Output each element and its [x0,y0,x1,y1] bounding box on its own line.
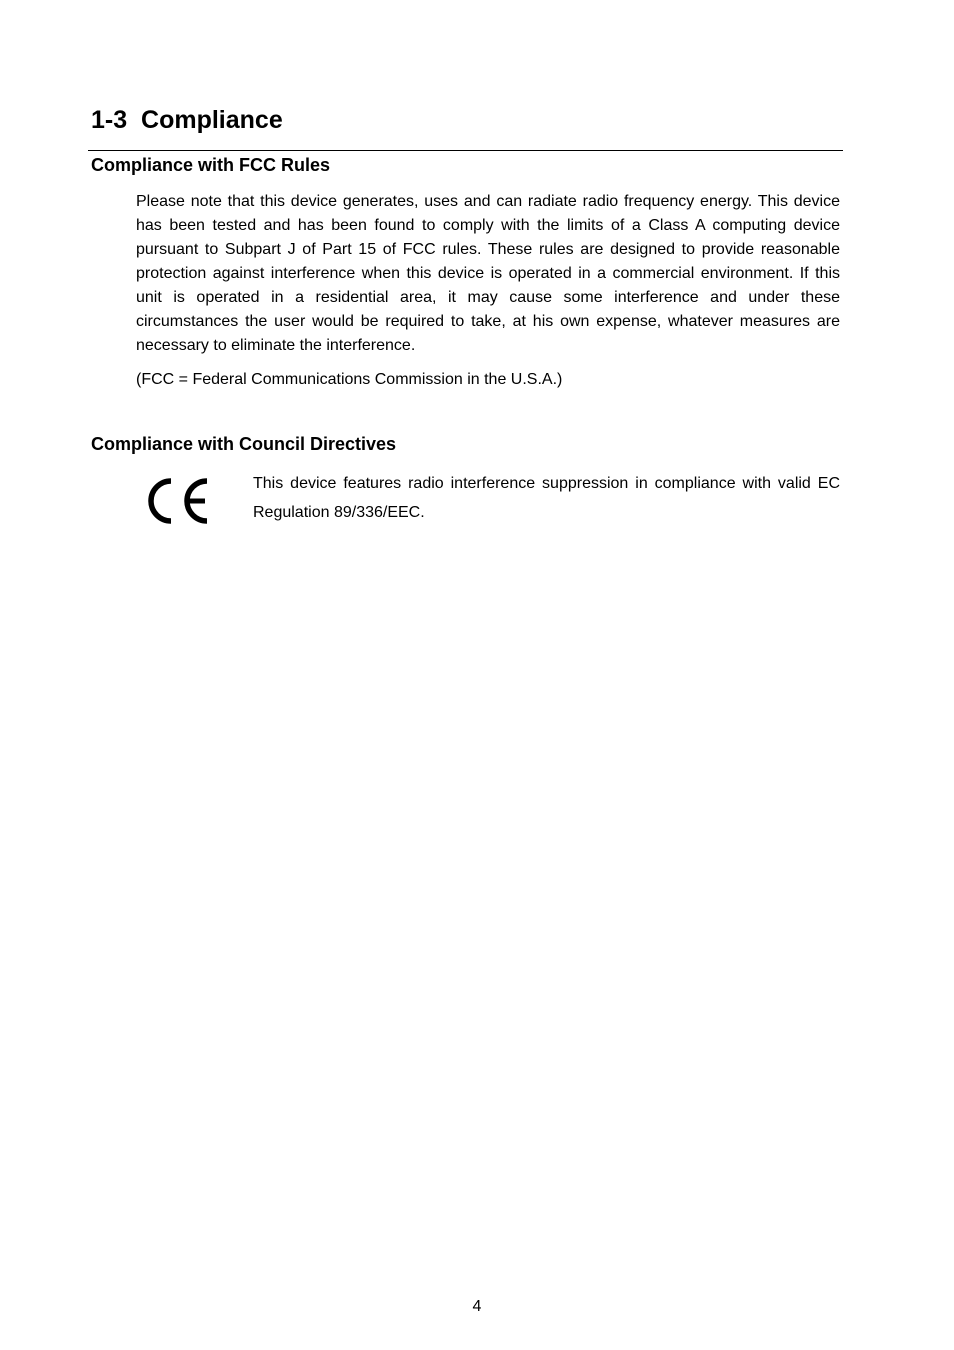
page-number: 4 [472,1298,482,1315]
title-divider [88,150,843,151]
page-title: 1-3 Compliance [91,106,283,134]
council-section-heading: Compliance with Council Directives [91,434,397,454]
fcc-section-heading: Compliance with FCC Rules [91,155,331,175]
fcc-paragraph: Please note that this device generates, uses and can radiate radio frequency energy. This device has been tested and has been found to comply with the limits of a Class A computing device pursuant to Subpart J of Part 15 of FCC rules. These rules are designed to provide reasonable protection against interference when this device is operated in a commercial environment. If this unit is operated in a residential area, it may cause some interference and under these circumstances the user would be required to take, at his own expense, whatever measures are necessary to eliminate the interference. [136,193,840,354]
fcc-note: (FCC = Federal Communications Commission in the U.S.A.) [136,371,563,388]
ce-mark-icon [144,477,210,525]
council-paragraph: This device features radio interference suppression in compliance with valid EC Regulation 89/336/EEC. [253,475,840,521]
